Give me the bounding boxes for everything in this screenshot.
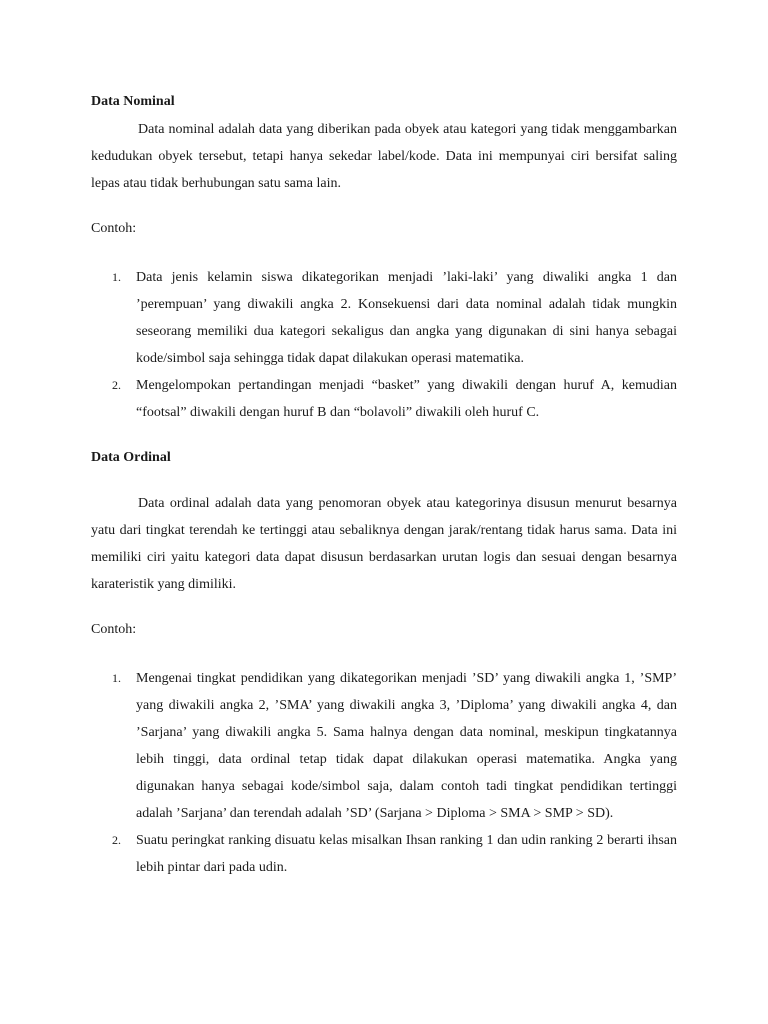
- section-paragraph-ordinal: Data ordinal adalah data yang penomoran obyek atau kategorinya disusun menurut besarnya yatu dari tingkat terendah ke tertinggi atau sebaliknya dengan jarak/rentang tidak harus sama. Data ini memiliki ciri yaitu kategori data dapat disusun berdasarkan urutan logis dan sesuai dengan besarnya karateristik yang dimiliki.: [91, 496, 677, 592]
- section-heading-nominal: Data Nominal: [91, 94, 175, 109]
- list-item: [91, 372, 677, 426]
- list-item-text: Suatu peringkat ranking disuatu kelas misalkan Ihsan ranking 1 dan udin ranking 2 berarti ihsan lebih pintar dari pada udin.: [136, 833, 677, 875]
- list-item: [91, 827, 677, 881]
- list-item-text: Mengenai tingkat pendidikan yang dikategorikan menjadi ’SD’ yang diwakili angka 1, ’SMP’ yang diwakili angka 2, ’SMA’ yang diwakili angka 3, ’Diploma’ yang diwakili angka 4, dan ’Sarjana’ yang diwakili angka 5. Sama halnya dengan data nominal, meskipun tingkatannya lebih tinggi, data ordinal tetap tidak dapat dilakukan operasi matematika. Angka yang digunakan hanya sebagai kode/simbol saja, dalam contoh tadi tingkat pendidikan tertinggi adalah ’Sarjana’ dan terendah adalah ’SD’ (Sarjana > Diploma > SMA > SMP > SD).: [136, 671, 677, 821]
- list-item: [91, 665, 677, 827]
- example-label-nominal: Contoh:: [91, 221, 137, 236]
- example-label-ordinal: Contoh:: [91, 622, 137, 637]
- list-item: [91, 264, 677, 372]
- list-item-text: Mengelompokan pertandingan menjadi “basket” yang diwakili dengan huruf A, kemudian “footsal” diwakili dengan huruf B dan “bolavoli” diwakili oleh huruf C.: [136, 378, 677, 420]
- list-item-number: 1.: [112, 270, 121, 284]
- section-paragraph-nominal: Data nominal adalah data yang diberikan pada obyek atau kategori yang tidak menggambarkan kedudukan obyek tersebut, tetapi hanya sekedar label/kode. Data ini mempunyai ciri bersifat saling lepas atau tidak berhubungan satu sama lain.: [91, 122, 677, 191]
- list-item-number: 2.: [112, 833, 121, 847]
- list-item-number: 2.: [112, 378, 121, 392]
- document-body: [91, 88, 677, 881]
- list-item-text: Data jenis kelamin siswa dikategorikan menjadi ’laki-laki’ yang diwaliki angka 1 dan ’perempuan’ yang diwakili angka 2. Konsekuensi dari data nominal adalah tidak mungkin seseorang memiliki dua kategori sekaligus dan angka yang digunakan di sini hanya sebagai kode/simbol saja sehingga tidak dapat dilakukan operasi matematika.: [136, 270, 677, 366]
- list-item-number: 1.: [112, 671, 121, 685]
- example-list-ordinal: [91, 665, 677, 881]
- section-heading-ordinal: Data Ordinal: [91, 450, 171, 465]
- example-list-nominal: [91, 264, 677, 426]
